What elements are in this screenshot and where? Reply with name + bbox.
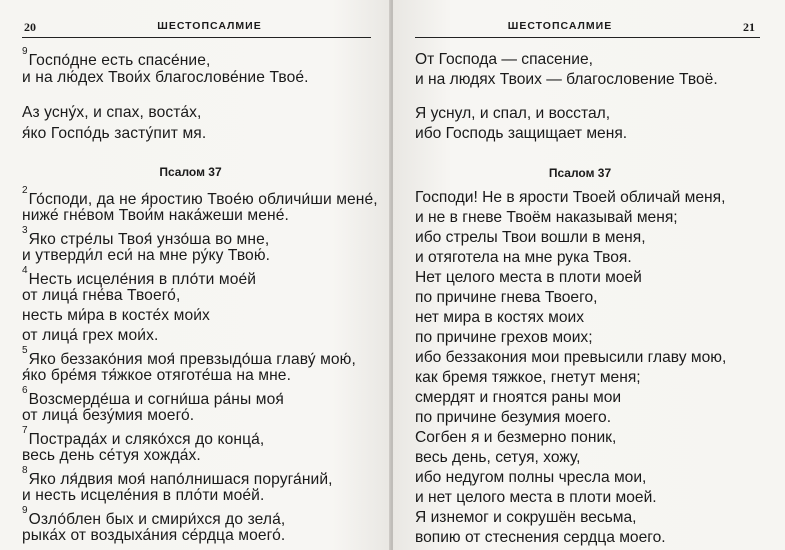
verse-line — [22, 306, 210, 326]
verse-text: Яко стре́лы Твоя́ унзо́ша во мне, — [28, 231, 270, 249]
verse-number: 3 — [22, 225, 28, 236]
verse-line — [22, 124, 206, 144]
translation-line: по причине грехов моих; — [415, 329, 593, 346]
verse-line — [22, 246, 270, 266]
verse-text: Возсмерде́ша и согни́ша ра́ны моя́ — [28, 391, 284, 409]
verse-text: весь день се́туя хожда́х. — [22, 447, 201, 464]
translation-line: по причине безумия моего. — [415, 409, 612, 426]
right-header-rule — [415, 37, 760, 38]
verse-number: 9 — [22, 505, 28, 516]
verse-text: от лица́ безу́мия моего́. — [22, 407, 195, 424]
verse-text: Яко ля́двия моя́ напо́лнишася поруга́ний, — [28, 471, 333, 489]
right-psalm-title: Псалом 37 — [548, 166, 612, 180]
verse-text: Аз усну́х, и спах, воста́х, — [22, 104, 202, 121]
verse-line — [22, 526, 285, 546]
translation-line: ибо стрелы Твои вошли в меня, — [415, 229, 646, 246]
translation-line: и на людях Твоих — благословение Твоё. — [415, 71, 718, 88]
right-page-header — [393, 14, 785, 36]
translation-line: вопию от стеснения сердца моего. — [415, 529, 666, 546]
translation-line: Нет целого места в плоти моей — [415, 269, 642, 286]
translation-line: и отяготела на мне рука Твоя. — [415, 249, 632, 266]
verse-line — [22, 406, 194, 426]
verse-text: я́ко Госпо́дь засту́пит мя. — [22, 125, 207, 142]
translation-line: и не в гневе Твоём наказывай меня; — [415, 209, 678, 226]
left-header-rule — [22, 37, 371, 38]
verse-text: Госпо́дне есть спасе́ние, — [28, 52, 211, 70]
verse-text: Пострада́х и сляко́хся до конца́, — [28, 431, 265, 449]
verse-text: Несть исцеле́ния в пло́ти мое́й — [28, 271, 257, 289]
translation-line: Я уснул, и спал, и восстал, — [415, 105, 611, 122]
left-page — [0, 0, 391, 550]
verse-text: Озло́блен бых и смири́хся до зела́, — [28, 511, 286, 529]
verse-line — [22, 486, 264, 506]
translation-line: и нет целого места в плоти моей. — [415, 489, 657, 506]
verse-text: от лица́ грех мои́х. — [22, 327, 159, 344]
translation-line: ибо беззакония мои превысили главу мою, — [415, 349, 727, 366]
right-page-number: 21 — [743, 20, 755, 34]
verse-line — [22, 103, 201, 123]
left-page-number: 20 — [24, 20, 36, 34]
verse-text: я́ко бре́мя тя́жкое отяготе́ша на мне. — [22, 367, 292, 384]
translation-line: весь день, сетуя, хожу, — [415, 449, 581, 466]
verse-line — [22, 68, 309, 88]
verse-text: несть ми́ра в косте́х мои́х — [22, 307, 210, 324]
translation-line: Господи! Не в ярости Твоей обличай меня, — [415, 189, 726, 206]
verse-text: ниже́ гне́вом Твои́м нака́жеши мене́. — [22, 207, 289, 224]
verse-line — [22, 286, 180, 306]
translation-line: От Господа — спасение, — [415, 51, 593, 68]
translation-line: нет мира в костях моих — [415, 309, 585, 326]
verse-line — [22, 366, 291, 386]
left-page-header — [0, 14, 391, 36]
verse-text: Го́споди, да не я́ростию Твое́ю обличи́ши мене́, — [28, 191, 378, 209]
verse-number: 7 — [22, 425, 28, 436]
verse-text: рыка́х от воздыха́ния се́рдца моего́. — [22, 527, 286, 544]
verse-line — [22, 206, 289, 226]
verse-line — [22, 326, 158, 346]
translation-line: как бремя тяжкое, гнетут меня; — [415, 369, 641, 386]
right-page — [393, 0, 785, 550]
verse-text: и на лю́дех Твои́х благослове́ние Твое́. — [22, 69, 309, 86]
verse-number: 4 — [22, 265, 28, 276]
translation-line: Я изнемог и сокрушён весьма, — [415, 509, 637, 526]
translation-line: Согбен я и безмерно поник, — [415, 429, 617, 446]
verse-number: 6 — [22, 385, 28, 396]
translation-line: смердят и гноятся раны мои — [415, 389, 622, 406]
verse-text: и утверди́л еси́ на мне ру́ку Твою́. — [22, 247, 271, 264]
verse-line — [22, 446, 201, 466]
right-running-head: ШЕСТОПСАЛМИЕ — [507, 20, 613, 32]
verse-number: 9 — [22, 46, 28, 57]
verse-text: и несть исцеле́ния в пло́ти мое́й. — [22, 487, 265, 504]
left-psalm-title: Псалом 37 — [159, 165, 222, 179]
verse-number: 8 — [22, 465, 28, 476]
verse-text: Яко беззако́ния моя́ превзыдо́ша главу́ мою́, — [28, 351, 356, 369]
verse-number: 5 — [22, 345, 28, 356]
verse-text: от лица́ гне́ва Твоего́, — [22, 287, 181, 304]
translation-line: ибо недугом полны чресла мои, — [415, 469, 647, 486]
left-running-head: ШЕСТОПСАЛМИЕ — [157, 20, 262, 32]
translation-line: ибо Господь защищает меня. — [415, 125, 628, 142]
translation-line: по причине гнева Твоего, — [415, 289, 598, 306]
verse-number: 2 — [22, 185, 28, 196]
